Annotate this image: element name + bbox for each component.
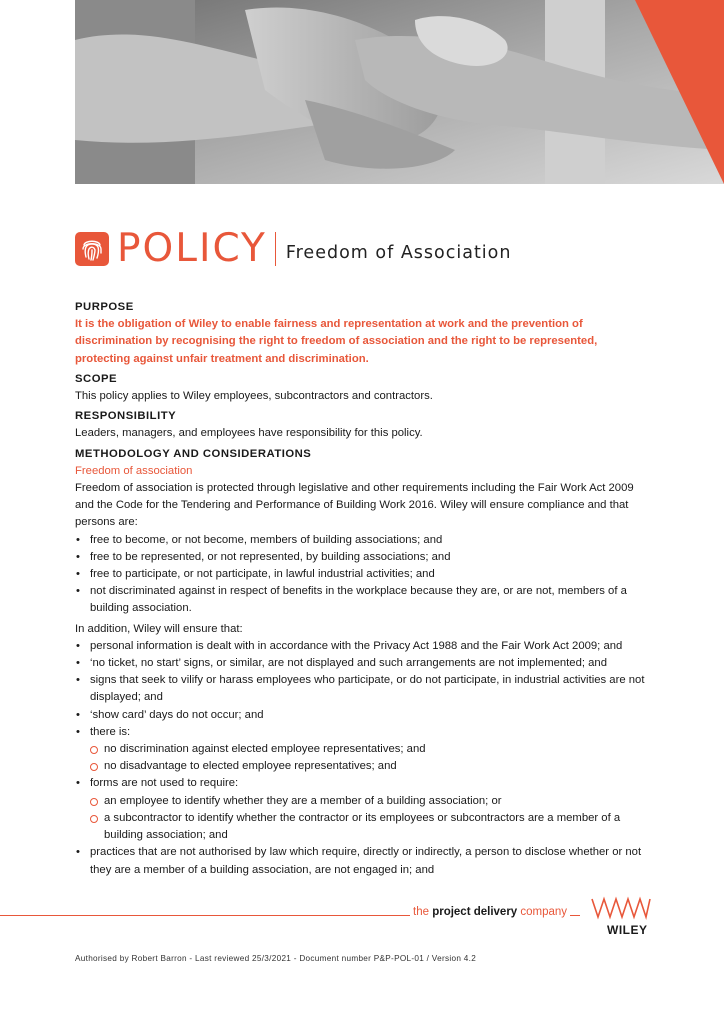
list-item	[75, 775, 651, 792]
title-divider	[275, 232, 276, 266]
purpose-text: It is the obligation of Wiley to enable fairness and representation at work and the prevention of discrimination by recognising the right to freedom of association and the right to be represented, protecting against unfair treatment and discrimination.	[75, 318, 598, 365]
policy-word: POLICY	[117, 226, 267, 271]
sublist-item: no discrimination against elected employee representatives; and	[75, 741, 651, 758]
list-item: • free to participate, or not participate, in lawful industrial activities; and	[75, 566, 651, 583]
scope-heading: SCOPE	[75, 372, 118, 385]
there-is-sublist	[75, 741, 651, 775]
brand-name: WILEY	[607, 923, 648, 937]
ensure-list	[75, 638, 651, 741]
there-is-label: there is:	[90, 725, 131, 738]
freedom-subheading: Freedom of association	[75, 464, 193, 477]
wiley-logo-icon	[590, 895, 652, 926]
tagline-prefix: the	[413, 906, 433, 918]
company-tagline	[410, 906, 570, 918]
sublist-item: no disadvantage to elected employee representatives; and	[75, 758, 651, 775]
scope-text: This policy applies to Wiley employees, subcontractors and contractors.	[75, 390, 433, 403]
list-item: • free to be represented, or not represented, by building associations; and	[75, 549, 651, 566]
policy-header	[75, 228, 511, 270]
list-item: • practices that are not authorised by law which require, directly or indirectly, a person to disclose whether or not they are a member of a building association, are not engaged in; and	[75, 844, 651, 878]
forms-label: forms are not used to require:	[90, 777, 239, 790]
addition-intro: In addition, Wiley will ensure that:	[75, 622, 243, 635]
methodology-heading: METHODOLOGY AND CONSIDERATIONS	[75, 447, 312, 460]
document-meta: Authorised by Robert Barron - Last reviewed 25/3/2021 - Document number P&P-POL-01 / Version 4.2	[75, 954, 477, 963]
sublist-item: a subcontractor to identify whether the contractor or its employees or subcontractors are a member of a building association; and	[75, 810, 651, 844]
list-item: • not discriminated against in respect of benefits in the workplace because they are, or are not, members of a building association.	[75, 583, 651, 617]
list-item: • ‘no ticket, no start’ signs, or similar, are not displayed and such arrangements are not implemented; and	[75, 655, 651, 672]
tagline-bold: project delivery	[432, 906, 518, 918]
header-photo	[75, 0, 724, 184]
sublist-item: an employee to identify whether they are a member of a building association; or	[75, 793, 651, 810]
tagline-suffix: company	[517, 906, 568, 918]
list-item: • signs that seek to vilify or harass employees who participate, or do not participate, in industrial activities are not displayed; and	[75, 672, 651, 706]
ensure-list-continued	[75, 775, 651, 792]
ensure-list-final	[75, 844, 651, 878]
list-item	[75, 724, 651, 741]
methodology-intro: Freedom of association is protected through legislative and other requirements including the Fair Work Act 2009 and the Code for the Tendering and Performance of Building Work 2016. Wiley will ensure compliance and that persons are:	[75, 482, 634, 529]
list-item: • personal information is dealt with in accordance with the Privacy Act 1988 and the Fair Work Act 2009; and	[75, 638, 651, 655]
fingerprint-icon	[75, 232, 109, 266]
responsibility-text: Leaders, managers, and employees have responsibility for this policy.	[75, 427, 423, 440]
purpose-heading: PURPOSE	[75, 301, 134, 313]
policy-body	[75, 296, 651, 879]
forms-sublist	[75, 793, 651, 845]
responsibility-heading: RESPONSIBILITY	[75, 410, 177, 423]
list-item: • ‘show card’ days do not occur; and	[75, 707, 651, 724]
policy-title: Freedom of Association	[285, 243, 512, 263]
persons-list	[75, 532, 651, 618]
list-item: • free to become, or not become, members of building associations; and	[75, 532, 651, 549]
